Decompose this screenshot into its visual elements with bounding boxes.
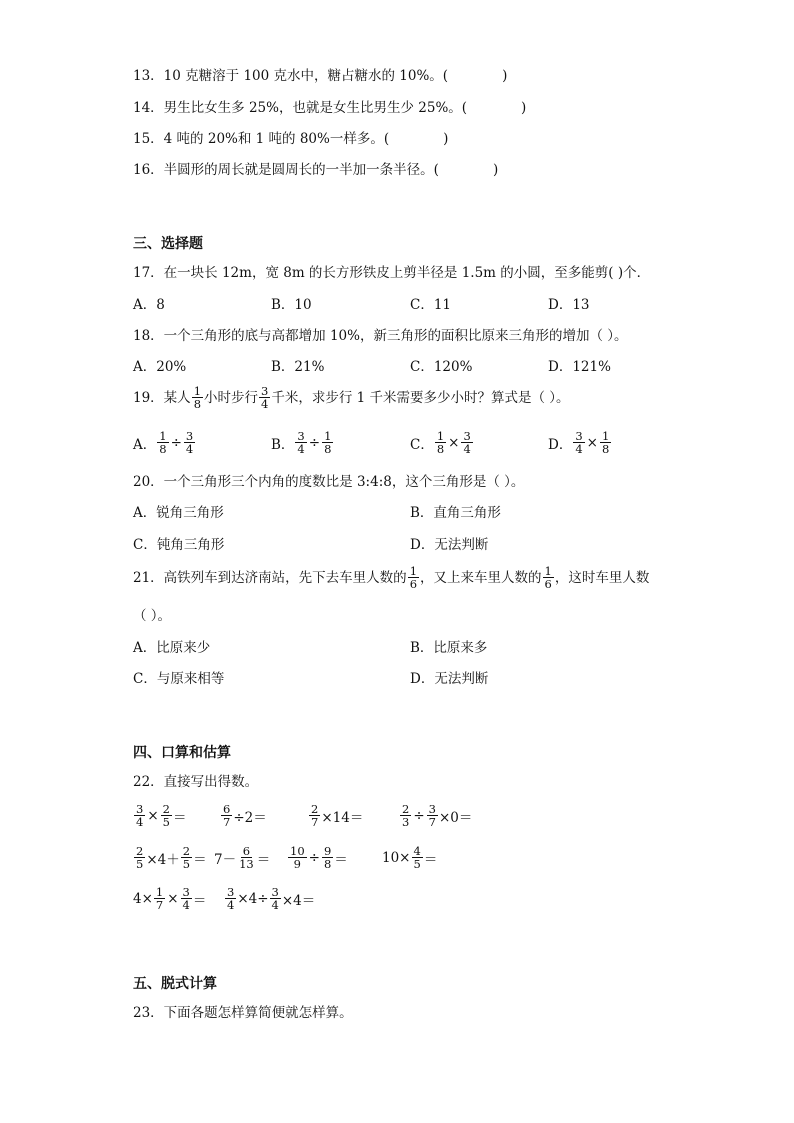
expression-4: $\frac{2}{3}$ ÷ $\frac{3}{7}$ ×0＝ <box>402 802 473 829</box>
expression-8: 10× $\frac{4}{5}$ ＝ <box>382 844 438 871</box>
q19-option-b: B． $\frac{3}{4}$ ÷ $\frac{1}{8}$ <box>271 429 332 456</box>
q20-option-b: B．直角三角形 <box>410 505 501 521</box>
q18-option-c: C．120% <box>410 359 473 375</box>
question-20: 20．一个三角形三个内角的度数比是 3:4:8，这个三角形是（ ）。 <box>133 474 525 490</box>
q18-option-a: A．20% <box>133 359 187 375</box>
expression-6: 7－ $\frac{6}{13}$ ＝ <box>214 844 271 871</box>
expression-5: $\frac{2}{5}$ ×4＋ $\frac{2}{5}$ ＝ <box>136 844 207 871</box>
question-21-blank: （ ）。 <box>133 608 172 624</box>
q17-option-a: A．8 <box>133 297 165 313</box>
question-18: 18．一个三角形的底与高都增加 10%，新三角形的面积比原来三角形的增加（ ）。 <box>133 328 628 344</box>
question-16: 16．半圆形的周长就是圆周长的一半加一条半径。( ) <box>133 162 499 178</box>
fraction: $\frac{1}{6}$ <box>544 564 552 591</box>
q20-option-c: C．钝角三角形 <box>133 537 225 553</box>
fraction: $\frac{1}{8}$ <box>193 384 202 411</box>
fraction: $\frac{1}{6}$ <box>409 564 418 591</box>
q21-option-d: D．无法判断 <box>410 671 489 687</box>
question-23: 23．下面各题怎样算简便就怎样算。 <box>133 1005 353 1021</box>
q21-option-a: A．比原来少 <box>133 640 211 656</box>
question-21: 21．高铁列车到达济南站，先下去车里人数的 $\frac{1}{6}$ ，又上来车里人数的 $\frac{1}{6}$ ，这时车里人数 <box>133 564 650 591</box>
expression-3: $\frac{2}{7}$ ×14＝ <box>311 802 364 829</box>
expression-1: $\frac{3}{4}$ × $\frac{2}{5}$ ＝ <box>136 802 187 829</box>
q18-option-b: B．21% <box>271 359 325 375</box>
q19-option-d: D． $\frac{3}{4}$ × $\frac{1}{8}$ <box>548 429 610 456</box>
expression-9: 4× $\frac{1}{7}$ × $\frac{3}{4}$ ＝ <box>133 885 207 912</box>
question-14: 14．男生比女生多 25%，也就是女生比男生少 25%。( ) <box>133 100 527 116</box>
question-13: 13．10 克糖溶于 100 克水中，糖占糖水的 10%。( ) <box>133 68 508 84</box>
q19-option-c: C． $\frac{1}{8}$ × $\frac{3}{4}$ <box>410 429 471 456</box>
section-title-mental-math: 四、口算和估算 <box>133 745 231 761</box>
expression-7: $\frac{10}{9}$ ÷ $\frac{9}{8}$ ＝ <box>290 844 348 871</box>
q21-option-c: C．与原来相等 <box>133 671 225 687</box>
q21-option-b: B．比原来多 <box>410 640 488 656</box>
expression-10: $\frac{3}{4}$ ×4÷ $\frac{3}{4}$ ×4＝ <box>227 885 316 912</box>
section-title-choice: 三、选择题 <box>133 236 203 252</box>
q19-option-a: A． $\frac{1}{8}$ ÷ $\frac{3}{4}$ <box>133 429 194 456</box>
q20-option-a: A．锐角三角形 <box>133 505 224 521</box>
question-22: 22．直接写出得数。 <box>133 774 259 790</box>
question-19: 19．某人 $\frac{1}{8}$ 小时步行 $\frac{3}{4}$ 千米，求步行 1 千米需要多少小时？算式是（ ）。 <box>133 384 570 411</box>
q20-option-d: D．无法判断 <box>410 537 489 553</box>
expression-2: $\frac{6}{7}$ ÷2＝ <box>223 802 267 829</box>
fraction: $\frac{3}{4}$ <box>261 384 269 411</box>
question-17: 17．在一块长 12m，宽 8m 的长方形铁皮上剪半径是 1.5m 的小圆，至多能剪( )个． <box>133 265 651 281</box>
q17-option-b: B．10 <box>271 297 312 313</box>
q17-option-d: D．13 <box>548 297 590 313</box>
question-15: 15．4 吨的 20%和 1 吨的 80%一样多。( ) <box>133 131 449 147</box>
section-title-step-calculation: 五、脱式计算 <box>133 976 217 992</box>
q18-option-d: D．121% <box>548 359 611 375</box>
q17-option-c: C．11 <box>410 297 452 313</box>
